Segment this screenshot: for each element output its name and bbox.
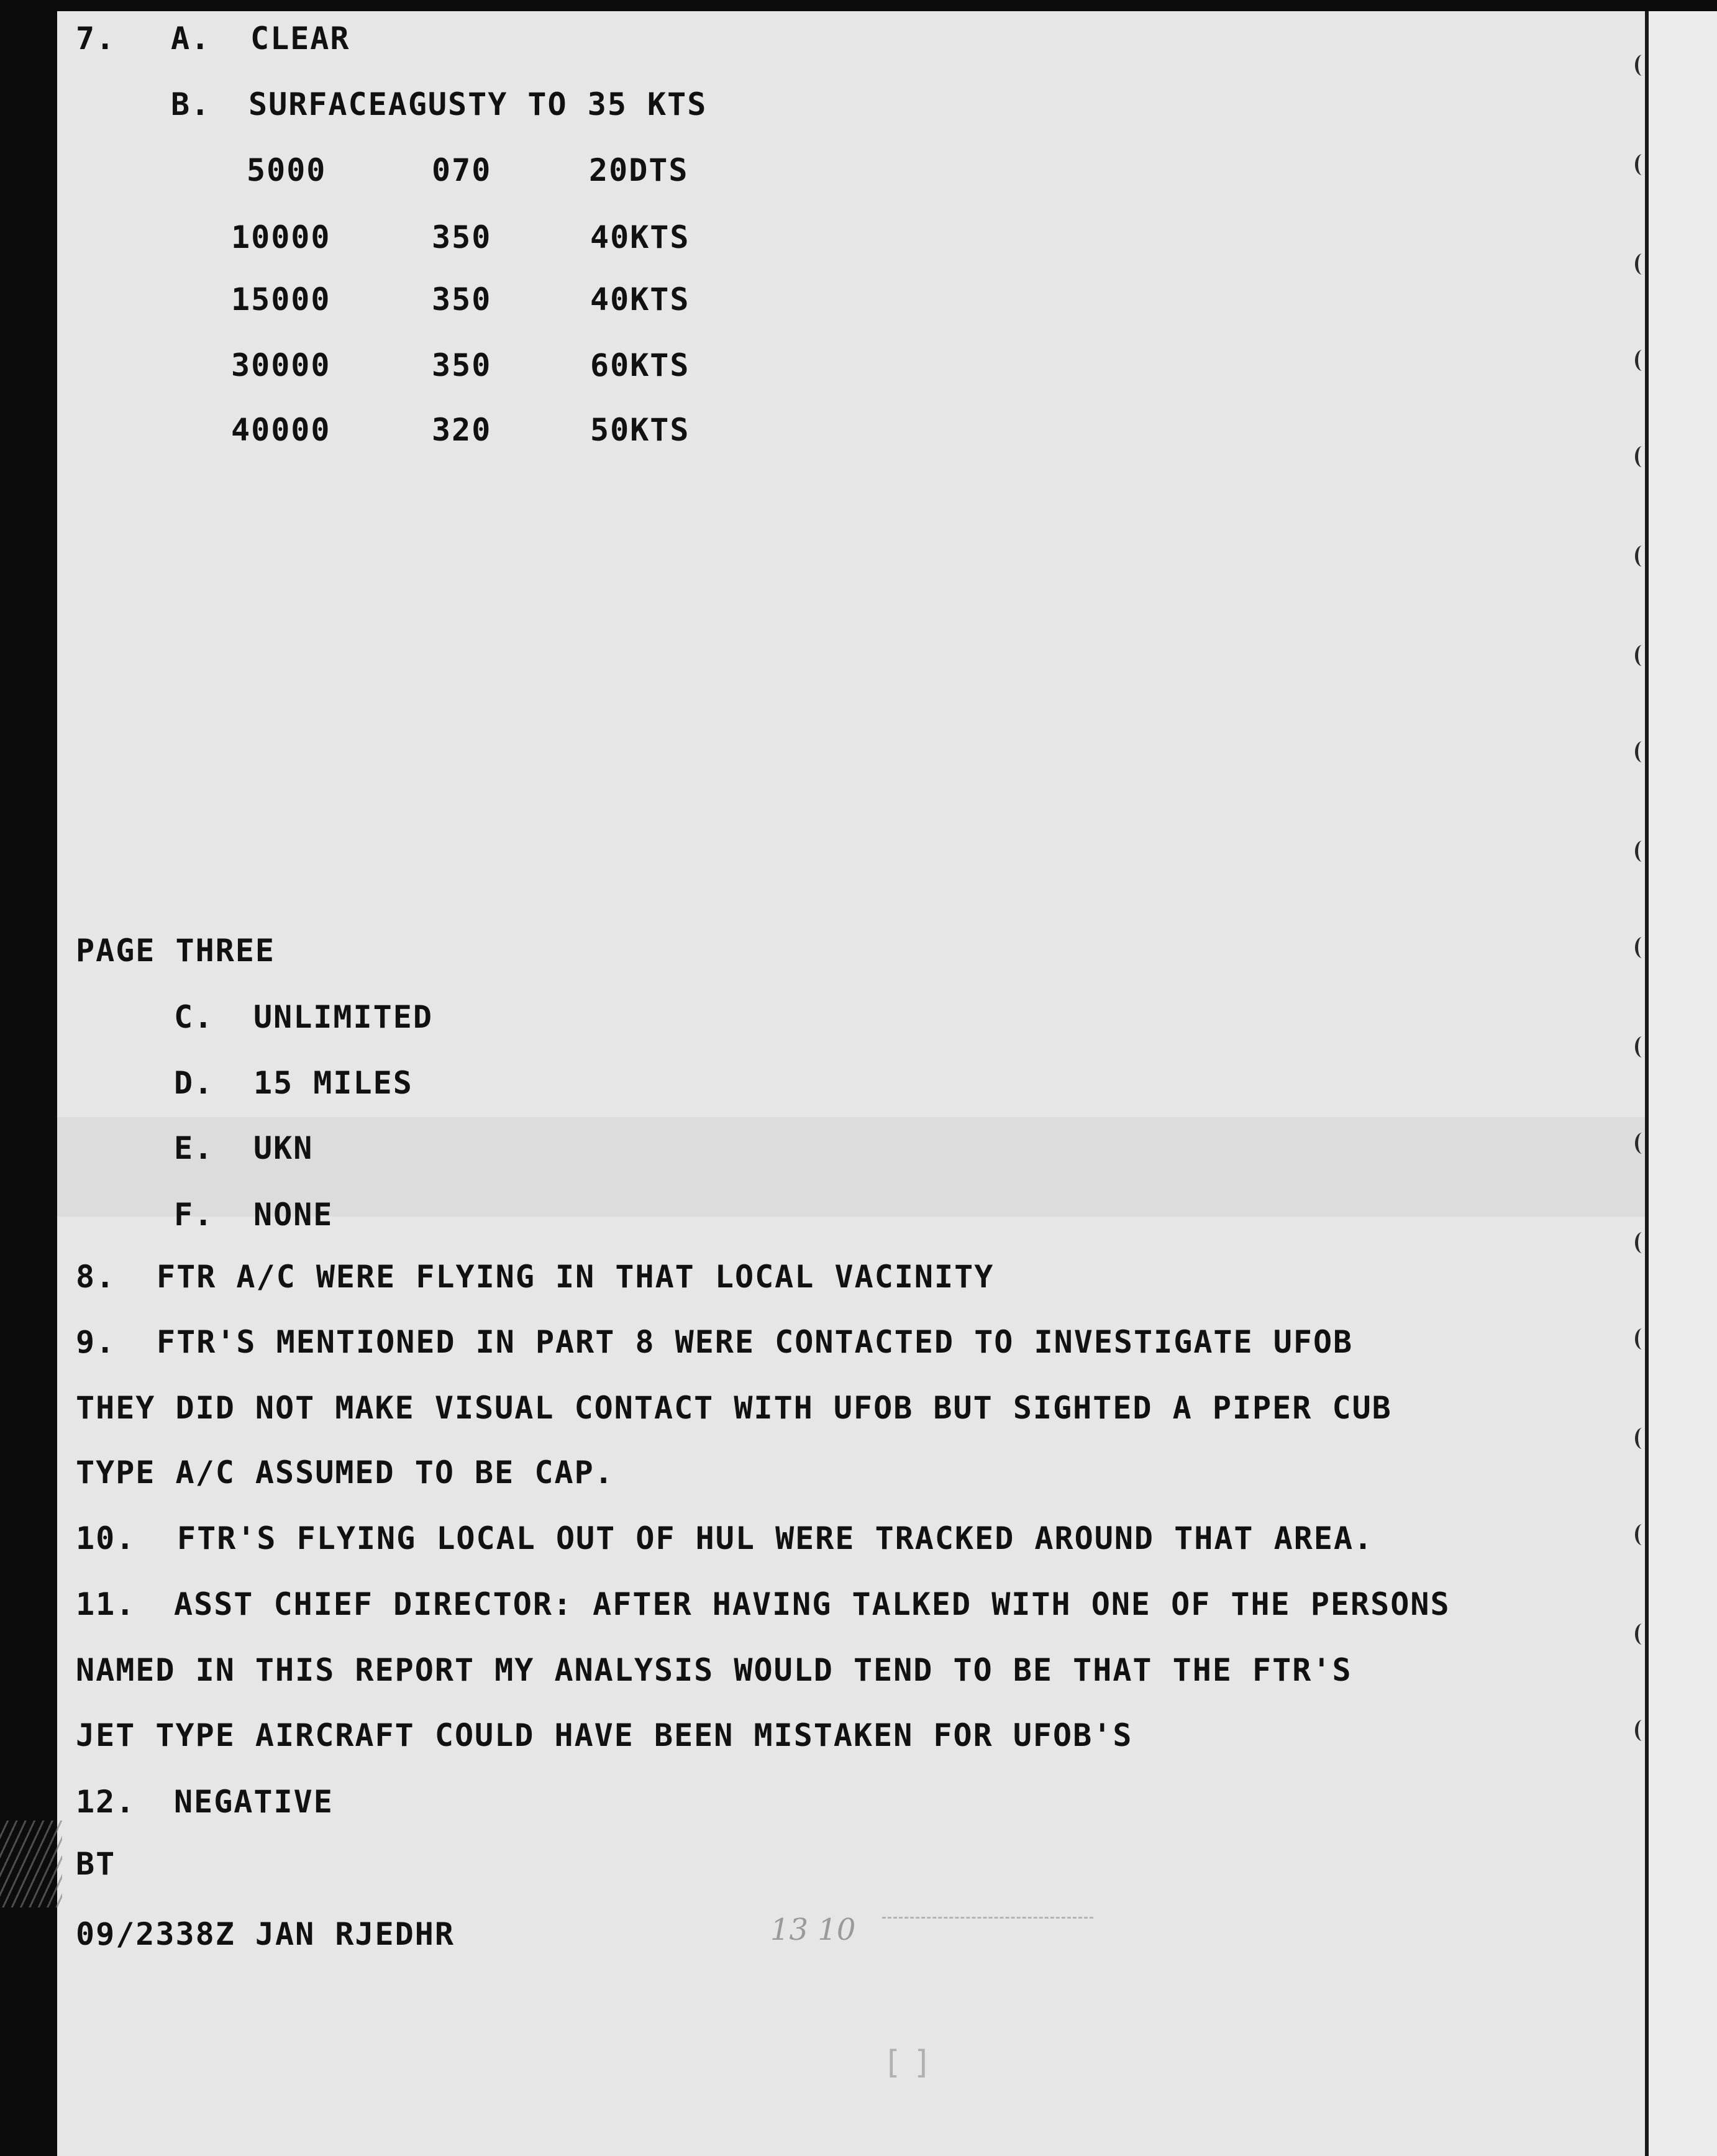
sprocket-hole	[1635, 1328, 1649, 1350]
item-10-number: 10.	[76, 1520, 136, 1556]
item-9-number: 9.	[76, 1324, 116, 1360]
item-10-text: FTR'S FLYING LOCAL OUT OF HUL WERE TRACKED AROUND THAT AREA.	[177, 1520, 1374, 1556]
item-8-number: 8.	[76, 1259, 116, 1295]
scan-artifact	[0, 1820, 62, 1907]
item-7b-letter: B.	[171, 86, 211, 122]
sprocket-hole	[1635, 55, 1649, 76]
wind-direction: 320	[432, 412, 492, 448]
item-text: UNLIMITED	[253, 999, 433, 1035]
right-margin	[1649, 11, 1717, 2156]
sprocket-hole	[1635, 937, 1649, 958]
item-letter: E.	[174, 1130, 214, 1166]
sprocket-hole	[1635, 154, 1649, 175]
wind-direction: 350	[432, 281, 492, 317]
item-11-continuation: JET TYPE AIRCRAFT COULD HAVE BEEN MISTAKEN FOR UFOB'S	[76, 1717, 1133, 1753]
item-text: NONE	[253, 1197, 334, 1233]
handwritten-note: 13 10	[770, 1912, 856, 1947]
item-11-text: ASST CHIEF DIRECTOR: AFTER HAVING TALKED WITH ONE OF THE PERSONS	[174, 1586, 1451, 1622]
item-letter: D.	[174, 1065, 214, 1101]
wind-altitude: 40000	[231, 412, 331, 448]
wind-altitude: 5000	[247, 152, 327, 188]
wind-speed: 60KTS	[590, 347, 690, 383]
wind-altitude: 10000	[231, 219, 331, 255]
sprocket-hole	[1635, 1624, 1649, 1645]
sprocket-hole	[1635, 1036, 1649, 1057]
wind-speed: 20DTS	[589, 152, 689, 188]
item-text: UKN	[253, 1130, 314, 1166]
item-7b-text: SURFACEAGUSTY TO 35 KTS	[248, 86, 708, 122]
sprocket-hole	[1635, 546, 1649, 567]
item-9-continuation: THEY DID NOT MAKE VISUAL CONTACT WITH UFOB BUT SIGHTED A PIPER CUB	[76, 1390, 1392, 1426]
item-11-continuation: NAMED IN THIS REPORT MY ANALYSIS WOULD TEND TO BE THAT THE FTR'S	[76, 1652, 1352, 1688]
item-9-text: FTR'S MENTIONED IN PART 8 WERE CONTACTED TO INVESTIGATE UFOB	[157, 1324, 1354, 1360]
wind-direction: 350	[432, 219, 492, 255]
sprocket-hole	[1635, 1133, 1649, 1154]
wind-speed: 40KTS	[590, 219, 690, 255]
faint-stamp: [ ]	[887, 2044, 931, 2081]
item-12-number: 12.	[76, 1784, 136, 1820]
sprocket-hole	[1635, 446, 1649, 467]
sprocket-hole	[1635, 1524, 1649, 1545]
page-edge-rule	[1645, 11, 1649, 2156]
wind-speed: 40KTS	[590, 281, 690, 317]
message-break: BT	[76, 1846, 116, 1882]
item-11-number: 11.	[76, 1586, 136, 1622]
date-time-group: 09/2338Z JAN RJEDHR	[76, 1916, 455, 1952]
sprocket-hole	[1635, 350, 1649, 371]
item-12-text: NEGATIVE	[174, 1784, 334, 1820]
sprocket-hole	[1635, 254, 1649, 275]
item-9-continuation: TYPE A/C ASSUMED TO BE CAP.	[76, 1455, 614, 1491]
page-heading: PAGE THREE	[76, 933, 276, 969]
item-letter: C.	[174, 999, 214, 1035]
item-8-text: FTR A/C WERE FLYING IN THAT LOCAL VACINITY	[157, 1259, 995, 1295]
sprocket-hole	[1635, 1720, 1649, 1741]
item-7a-letter: A.	[171, 21, 211, 57]
sprocket-hole	[1635, 841, 1649, 862]
item-text: 15 MILES	[253, 1065, 413, 1101]
wind-direction: 070	[432, 152, 492, 188]
faint-stamp-mark	[882, 1917, 1093, 1926]
wind-altitude: 15000	[231, 281, 331, 317]
item-7a-text: CLEAR	[250, 21, 350, 57]
sprocket-hole	[1635, 1232, 1649, 1253]
wind-direction: 350	[432, 347, 492, 383]
wind-speed: 50KTS	[590, 412, 690, 448]
wind-altitude: 30000	[231, 347, 331, 383]
item-letter: F.	[174, 1197, 214, 1233]
item-7-number: 7.	[76, 21, 116, 57]
sprocket-hole	[1635, 741, 1649, 762]
sprocket-hole	[1635, 1428, 1649, 1449]
sprocket-hole	[1635, 645, 1649, 666]
